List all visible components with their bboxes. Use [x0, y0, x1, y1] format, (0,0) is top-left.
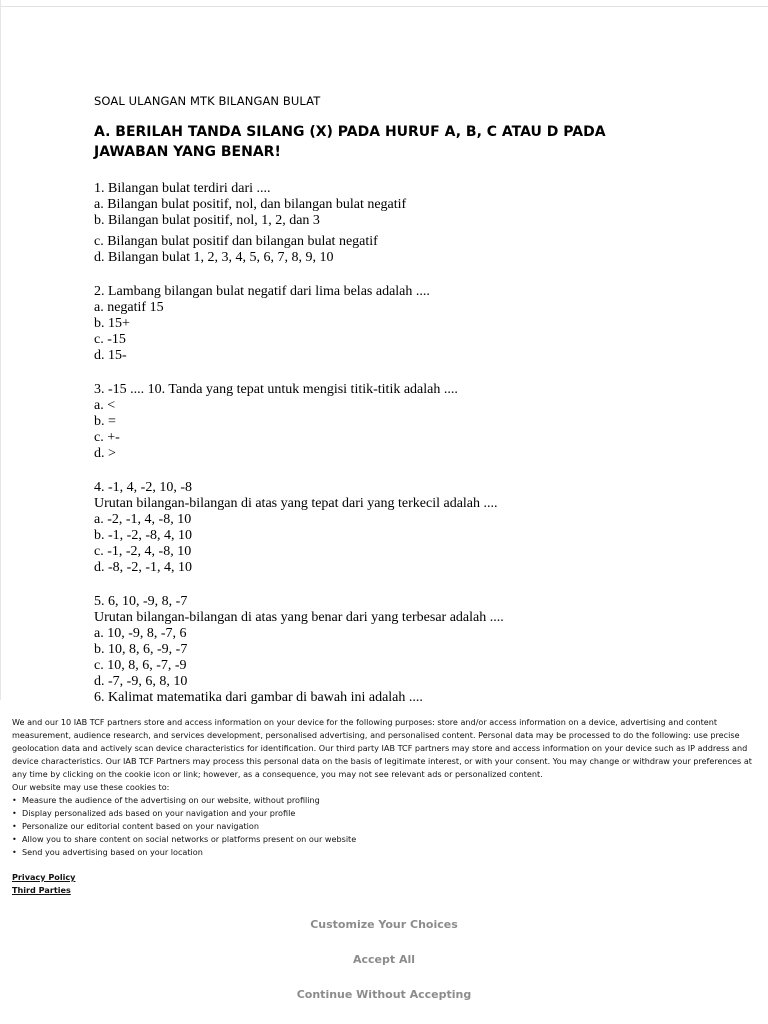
question-stem: 3. -15 .... 10. Tanda yang tepat untuk mengisi titik-titik adalah ....	[94, 382, 458, 397]
answer-option: d. >	[94, 446, 116, 461]
answer-option: d. 15-	[94, 348, 127, 363]
answer-option: b. -1, -2, -8, 4, 10	[94, 528, 192, 543]
answer-option: b. =	[94, 414, 116, 429]
question-stem: 2. Lambang bilangan bulat negatif dari lima belas adalah ....	[94, 284, 430, 299]
document-title: SOAL ULANGAN MTK BILANGAN BULAT	[94, 94, 321, 108]
section-heading: A. BERILAH TANDA SILANG (X) PADA HURUF A, B, C ATAU D PADA JAWABAN YANG BENAR!	[94, 124, 606, 160]
answer-option: c. -15	[94, 332, 126, 347]
answer-option: b. 15+	[94, 316, 130, 331]
page-left-border	[0, 0, 1, 700]
answer-option: b. 10, 8, 6, -9, -7	[94, 642, 188, 657]
answer-option: c. +-	[94, 430, 120, 445]
list-item: • Allow you to share content on social networks or platforms present on our website	[22, 833, 756, 846]
consent-links	[12, 871, 756, 897]
privacy-policy-link[interactable]: Privacy Policy	[12, 872, 76, 882]
answer-option: d. -7, -9, 6, 8, 10	[94, 674, 188, 689]
question-2	[94, 284, 694, 364]
list-item: • Personalize our editorial content based on your navigation	[22, 820, 756, 833]
question-stem: 1. Bilangan bulat terdiri dari ....	[94, 181, 271, 196]
list-item: • Display personalized ads based on your navigation and your profile	[22, 807, 756, 820]
list-item: • Measure the audience of the advertising on our website, without profiling	[22, 794, 756, 807]
accept-all-button[interactable]: Accept All	[0, 953, 768, 966]
top-border	[0, 0, 768, 7]
question-stem: Urutan bilangan-bilangan di atas yang benar dari yang terbesar adalah ....	[94, 610, 504, 625]
question-stem: 5. 6, 10, -9, 8, -7	[94, 594, 188, 609]
answer-option: a. 10, -9, 8, -7, 6	[94, 626, 187, 641]
question-stem: 4. -1, 4, -2, 10, -8	[94, 480, 192, 495]
customize-choices-button[interactable]: Customize Your Choices	[0, 918, 768, 931]
question-1	[94, 181, 694, 266]
question-4	[94, 480, 694, 576]
answer-option: a. -2, -1, 4, -8, 10	[94, 512, 192, 527]
list-item: • Send you advertising based on your location	[22, 846, 756, 859]
answer-option: d. -8, -2, -1, 4, 10	[94, 560, 192, 575]
third-parties-link[interactable]: Third Parties	[12, 885, 71, 895]
cookie-uses-list	[12, 794, 756, 859]
answer-option: c. 10, 8, 6, -7, -9	[94, 658, 187, 673]
answer-option: a. negatif 15	[94, 300, 164, 315]
answer-option: b. Bilangan bulat positif, nol, 1, 2, dan 3	[94, 213, 320, 228]
cookie-consent-banner	[0, 706, 768, 1024]
question-6-cut-off: 6. Kalimat matematika dari gambar di bawah ini adalah ....	[94, 690, 423, 705]
answer-option: a. <	[94, 398, 116, 413]
continue-without-accepting-button[interactable]: Continue Without Accepting	[0, 988, 768, 1001]
question-5	[94, 594, 694, 690]
consent-intro-text: We and our 10 IAB TCF partners store and access information on your device for the following purposes: store and/or access information on a device, advertising and content measurement, audience research, and services development, personalised advertising, and personalised content. Personal data may be processed to do the following: use precise geolocation data and actively scan device characteristics for identification. Our third party IAB TCF partners may store and access information on your device such as IP address and device characteristics. Our IAB TCF Partners may process this personal data on the basis of legitimate interest, or with your consent. You may change or withdraw your preferences at any time by clicking on the cookie icon or link; however, as a consequence, you may not see relevant ads or personalized content.	[12, 717, 752, 779]
answer-option: c. -1, -2, 4, -8, 10	[94, 544, 192, 559]
document-page	[94, 94, 694, 690]
answer-option: d. Bilangan bulat 1, 2, 3, 4, 5, 6, 7, 8, 9, 10	[94, 250, 334, 265]
answer-option: a. Bilangan bulat positif, nol, dan bilangan bulat negatif	[94, 197, 407, 212]
question-3	[94, 382, 694, 462]
question-stem: Urutan bilangan-bilangan di atas yang tepat dari yang terkecil adalah ....	[94, 496, 498, 511]
cookies-lead-text: Our website may use these cookies to:	[12, 782, 170, 792]
answer-option: c. Bilangan bulat positif dan bilangan bulat negatif	[94, 234, 378, 249]
